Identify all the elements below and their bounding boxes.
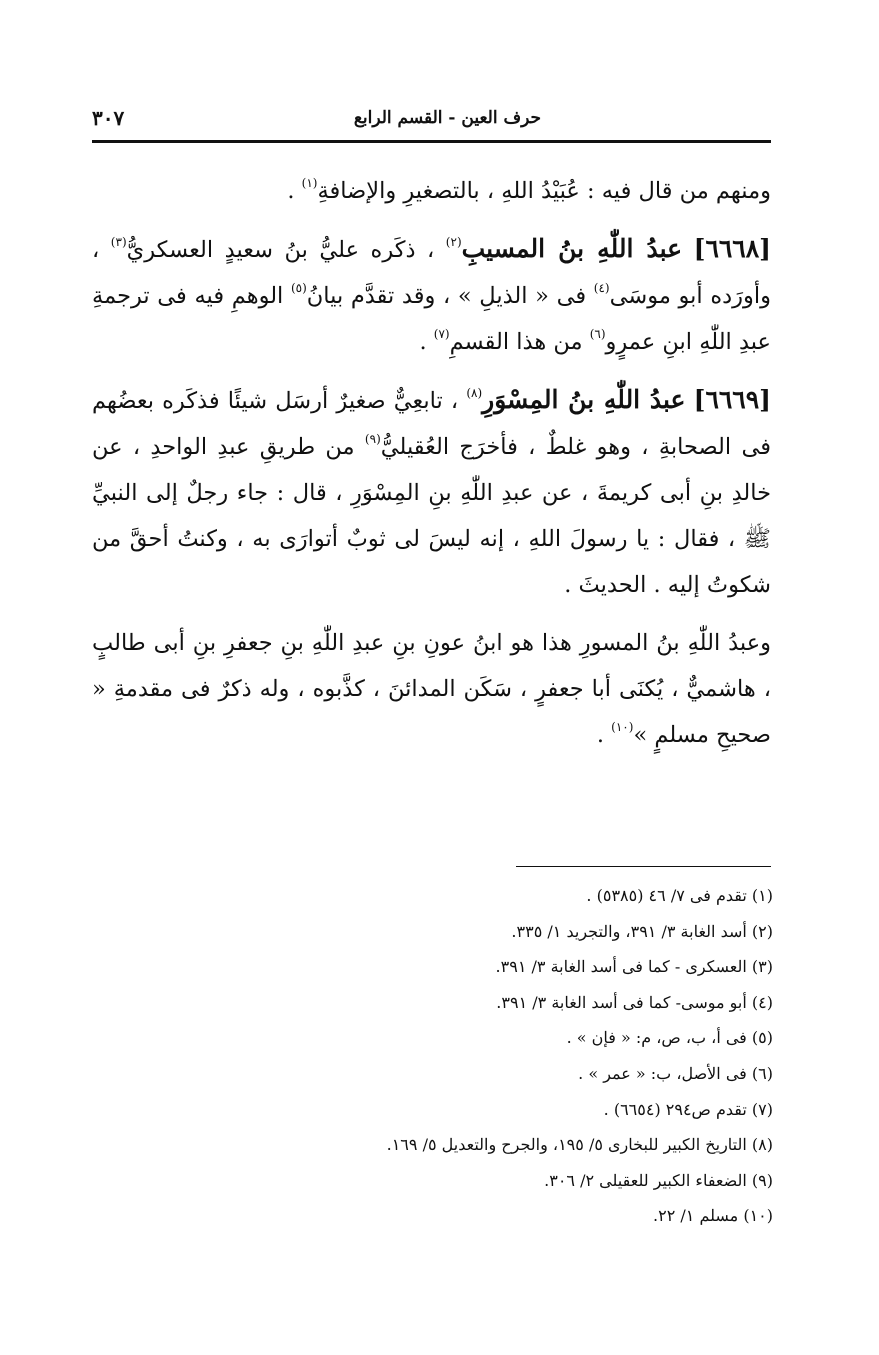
entry-text: فى « الذيلِ » ، وقد تقدَّم بيانُ: [306, 283, 587, 309]
footnote-ref: (٥): [290, 281, 307, 295]
footnote-divider: [516, 866, 771, 867]
page-header: [92, 96, 771, 143]
page-number: ٣٠٧: [92, 106, 125, 130]
entry-name: عبدُ اللّٰهِ بنُ المسيبِ: [461, 234, 683, 263]
footnote-ref: (٢): [445, 235, 462, 249]
intro-end: .: [287, 178, 302, 204]
entry-text: الوهمِ فيه فى ترجمةِ عبدِ اللّٰهِ ابنِ عمرٍو: [92, 283, 771, 355]
footnote: (٥) فى أ، ب، ص، م: « فإن » .: [566, 1028, 773, 1048]
intro-paragraph: [92, 168, 771, 214]
footnote-ref: (٩): [364, 432, 381, 446]
entry-text: من طريقِ عبدِ الواحدِ ، عن خالدِ بنِ أبى كريمةَ ، عن عبدِ اللّٰهِ بنِ المِسْوَرِ ، قال : جاء رجلٌ إلى النبيِّ ﷺ ، فقال : يا رسولَ اللهِ ، إنه ليسَ لى ثوبٌ أتوارَى به ، وكنتُ أحقَّ من شكوتُ إليه . الحديثَ .: [92, 434, 771, 598]
footnote: (٣) العسكرى - كما فى أسد الغابة ٣/ ٣٩١.: [495, 957, 773, 977]
closing-text: وعبدُ اللّٰهِ بنُ المسورِ هذا هو ابنُ عونِ بنِ عبدِ اللّٰهِ بنِ جعفرِ بنِ أبى طالبٍ ، هاشميٌّ ، يُكنَى أبا جعفرٍ ، سَكَن المدائنَ ، كذَّبوه ، وله ذكرٌ فى مقدمةِ « صحيحِ مسلمٍ »: [92, 630, 771, 748]
entry-end: .: [419, 329, 434, 355]
footnote-ref: (٦): [589, 327, 606, 341]
entry-text: ، ذكَره عليُّ بنُ سعيدٍ العسكريُّ: [126, 237, 435, 263]
entry-6669: [92, 377, 771, 608]
footnotes-list: [92, 878, 773, 1234]
entry-name: عبدُ اللّٰهِ بنُ المِسْوَرِ: [482, 385, 686, 414]
footnote: (٧) تقدم ص٢٩٤ (٦٦٥٤) .: [603, 1099, 773, 1119]
footnote-ref: (١): [301, 176, 318, 190]
footnote: (٩) الضعفاء الكبير للعقيلى ٢/ ٣٠٦.: [544, 1170, 773, 1190]
footnote: (١) تقدم فى ٧/ ٤٦ (٥٣٨٥) .: [586, 886, 773, 905]
entry-text: ، تابعِيٌّ صغيرٌ أرسَل شيئًا فذكَره بعضُهم فى الصحابةِ ، وهو غلطٌ ، فأخرَج العُقيليُّ: [92, 388, 771, 460]
entry-number: [٦٦٦٩]: [693, 385, 772, 414]
running-title: حرف العين - القسم الرابع: [353, 108, 541, 128]
footnote-ref: (١٠): [611, 720, 634, 734]
entry-number: [٦٦٦٨]: [693, 234, 772, 263]
intro-text: ومنهم من قال فيه : عُبَيْدُ اللهِ ، بالتصغيرِ والإضافةِ: [317, 178, 771, 204]
footnote: (٢) أسد الغابة ٣/ ٣٩١، والتجريد ١/ ٣٣٥.: [511, 921, 773, 941]
footnote-ref: (٤): [593, 281, 610, 295]
footnote: (٤) أبو موسى- كما فى أسد الغابة ٣/ ٣٩١.: [496, 992, 773, 1012]
main-text: [92, 168, 771, 770]
footnote-ref: (٧): [433, 327, 450, 341]
entry-text: من هذا القسمِ: [449, 329, 583, 355]
footnote-ref: (٣): [110, 235, 127, 249]
entry-text: ، وأورَده أبو موسَى: [92, 237, 771, 309]
footnote: (٨) التاريخ الكبير للبخارى ٥/ ١٩٥، والجرح والتعديل ٥/ ١٦٩.: [386, 1135, 773, 1155]
footnote: (٦) فى الأصل، ب: « عمر » .: [578, 1063, 773, 1083]
entry-6668: [92, 226, 771, 365]
closing-end: .: [596, 722, 612, 748]
closing-paragraph: [92, 620, 771, 758]
footnote-ref: (٨): [466, 386, 483, 400]
footnote: (١٠) مسلم ١/ ٢٢.: [653, 1206, 773, 1226]
